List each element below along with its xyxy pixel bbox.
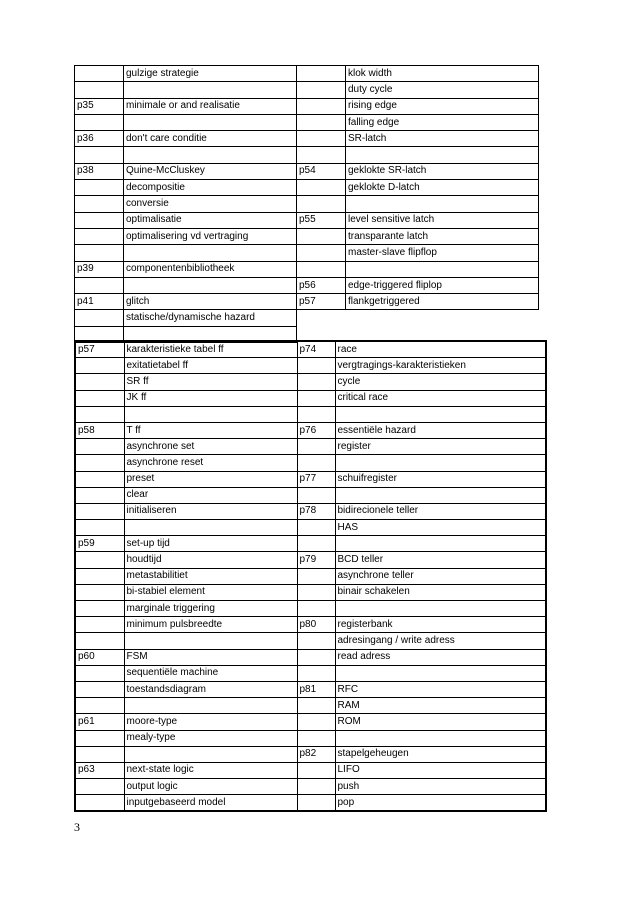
page-ref-cell: [75, 406, 124, 422]
table-row: [75, 779, 546, 795]
term-cell: schuifregister: [335, 471, 546, 487]
table-row: [75, 196, 539, 212]
page-ref-cell: p61: [75, 714, 124, 730]
term-cell: [124, 698, 297, 714]
term-cell: minimale or and realisatie: [124, 98, 297, 114]
page-ref-cell: [297, 66, 346, 82]
term-cell: SR ff: [124, 374, 297, 390]
page-ref-cell: p57: [75, 341, 124, 358]
term-cell: [124, 406, 297, 422]
table-row: [75, 212, 539, 228]
table-row: [75, 601, 546, 617]
term-cell: read adress: [335, 649, 546, 665]
index-table-bottom: [74, 340, 547, 812]
page-ref-cell: [297, 568, 335, 584]
table-row: [75, 487, 546, 503]
term-cell: transparante latch: [346, 228, 539, 244]
table-row: [75, 633, 546, 649]
page-ref-cell: [297, 779, 335, 795]
term-cell: flankgetriggered: [346, 294, 539, 310]
page-ref-cell: p57: [297, 294, 346, 310]
page-ref-cell: [297, 196, 346, 212]
term-cell: minimum pulsbreedte: [124, 617, 297, 633]
page-ref-cell: p58: [75, 422, 124, 438]
term-cell: SR-latch: [346, 131, 539, 147]
page-ref-cell: [75, 665, 124, 681]
term-cell: registerbank: [335, 617, 546, 633]
table-row: [75, 180, 539, 196]
term-cell: T ff: [124, 422, 297, 438]
term-cell: asynchrone reset: [124, 455, 297, 471]
term-cell: HAS: [335, 520, 546, 536]
term-cell: conversie: [124, 196, 297, 212]
page-ref-cell: [297, 261, 346, 277]
page-ref-cell: [75, 277, 124, 293]
page-ref-cell: [75, 698, 124, 714]
term-cell: [335, 730, 546, 746]
page-ref-cell: [75, 487, 124, 503]
page-ref-cell: [297, 374, 335, 390]
term-cell: toestandsdiagram: [124, 681, 297, 697]
term-cell: moore-type: [124, 714, 297, 730]
page-ref-cell: [297, 665, 335, 681]
table-row: [75, 228, 539, 244]
page-ref-cell: [75, 681, 124, 697]
term-cell: clear: [124, 487, 297, 503]
table-row: [75, 163, 539, 179]
page-ref-cell: [297, 584, 335, 600]
term-cell: geklokte D-latch: [346, 180, 539, 196]
page-ref-cell: [297, 245, 346, 261]
term-cell: register: [335, 439, 546, 455]
page-ref-cell: [75, 746, 124, 762]
term-cell: [335, 601, 546, 617]
page-ref-cell: [297, 439, 335, 455]
table-row: [75, 746, 546, 762]
term-cell: decompositie: [124, 180, 297, 196]
table-row: [75, 681, 546, 697]
page-ref-cell: [75, 730, 124, 746]
term-cell: [124, 245, 297, 261]
term-cell: pop: [335, 795, 546, 812]
term-cell: [124, 82, 297, 98]
term-cell: statische/dynamische hazard: [124, 310, 297, 326]
page-number: 3: [74, 820, 80, 834]
page-ref-cell: p79: [297, 552, 335, 568]
page-ref-cell: [297, 131, 346, 147]
page-ref-cell: [75, 358, 124, 374]
page-ref-cell: [75, 633, 124, 649]
table-row: [75, 471, 546, 487]
term-cell: cycle: [335, 374, 546, 390]
table-row: [75, 649, 546, 665]
term-cell: optimalisering vd vertraging: [124, 228, 297, 244]
term-cell: duty cycle: [346, 82, 539, 98]
table-row: [75, 714, 546, 730]
page-ref-cell: [297, 649, 335, 665]
term-cell: sequentiële machine: [124, 665, 297, 681]
page-ref-cell: p82: [297, 746, 335, 762]
page-ref-cell: [297, 228, 346, 244]
term-cell: LIFO: [335, 762, 546, 778]
term-cell: [124, 147, 297, 163]
page-ref-cell: [297, 520, 335, 536]
term-cell: componentenbibliotheek: [124, 261, 297, 277]
table-row: [75, 277, 539, 293]
page-ref-cell: [297, 633, 335, 649]
table-row: [75, 406, 546, 422]
page-ref-cell: [297, 536, 335, 552]
term-cell: ROM: [335, 714, 546, 730]
table-bottom-body: [75, 341, 546, 811]
page-ref-cell: [75, 568, 124, 584]
page-ref-cell: p56: [297, 277, 346, 293]
empty-cell: [297, 310, 539, 326]
page-ref-cell: p59: [75, 536, 124, 552]
term-cell: asynchrone teller: [335, 568, 546, 584]
term-cell: geklokte SR-latch: [346, 163, 539, 179]
page-ref-cell: [297, 180, 346, 196]
term-cell: mealy-type: [124, 730, 297, 746]
term-cell: rising edge: [346, 98, 539, 114]
table-row: [75, 82, 539, 98]
term-cell: push: [335, 779, 546, 795]
term-cell: [346, 261, 539, 277]
page-ref-cell: [297, 98, 346, 114]
page-ref-cell: p77: [297, 471, 335, 487]
page-ref-cell: [75, 503, 124, 519]
page-ref-cell: [75, 66, 124, 82]
page-ref-cell: [75, 617, 124, 633]
term-cell: [335, 406, 546, 422]
term-cell: [124, 746, 297, 762]
page-ref-cell: [75, 584, 124, 600]
page-ref-cell: [297, 358, 335, 374]
page-ref-cell: [75, 455, 124, 471]
table-row: [75, 503, 546, 519]
page-ref-cell: [75, 196, 124, 212]
term-cell: preset: [124, 471, 297, 487]
page-ref-cell: [297, 795, 335, 812]
term-cell: RFC: [335, 681, 546, 697]
term-cell: BCD teller: [335, 552, 546, 568]
table-row: [75, 698, 546, 714]
term-cell: [124, 633, 297, 649]
page-ref-cell: [297, 147, 346, 163]
term-cell: [346, 196, 539, 212]
term-cell: initialiseren: [124, 503, 297, 519]
table-row: [75, 455, 546, 471]
term-cell: master-slave flipflop: [346, 245, 539, 261]
table-row: [75, 294, 539, 310]
term-cell: [124, 520, 297, 536]
page-ref-cell: [75, 245, 124, 261]
term-cell: level sensitive latch: [346, 212, 539, 228]
term-cell: karakteristieke tabel ff: [124, 341, 297, 358]
page-ref-cell: [297, 730, 335, 746]
term-cell: [335, 665, 546, 681]
page-ref-cell: [75, 212, 124, 228]
term-cell: binair schakelen: [335, 584, 546, 600]
term-cell: don't care conditie: [124, 131, 297, 147]
term-cell: race: [335, 341, 546, 358]
page-ref-cell: [75, 180, 124, 196]
term-cell: [335, 455, 546, 471]
term-cell: FSM: [124, 649, 297, 665]
page-ref-cell: [297, 114, 346, 130]
term-cell: optimalisatie: [124, 212, 297, 228]
table-row: [75, 617, 546, 633]
page-ref-cell: p54: [297, 163, 346, 179]
table-row: [75, 114, 539, 130]
table-row: [75, 762, 546, 778]
table-row: [75, 568, 546, 584]
page-ref-cell: p35: [75, 98, 124, 114]
term-cell: output logic: [124, 779, 297, 795]
table-row: [75, 439, 546, 455]
term-cell: [335, 487, 546, 503]
page-ref-cell: p39: [75, 261, 124, 277]
term-cell: next-state logic: [124, 762, 297, 778]
page-ref-cell: p81: [297, 681, 335, 697]
page-ref-cell: p78: [297, 503, 335, 519]
term-cell: falling edge: [346, 114, 539, 130]
table-row: [75, 131, 539, 147]
term-cell: critical race: [335, 390, 546, 406]
table-top-body: [75, 66, 539, 343]
table-row: [75, 730, 546, 746]
table-row: [75, 147, 539, 163]
page-ref-cell: [297, 455, 335, 471]
page-ref-cell: [75, 82, 124, 98]
page-ref-cell: [75, 374, 124, 390]
page-ref-cell: [297, 601, 335, 617]
page-ref-cell: [75, 390, 124, 406]
page-ref-cell: [297, 390, 335, 406]
page-ref-cell: [297, 487, 335, 503]
term-cell: exitatietabel ff: [124, 358, 297, 374]
page-ref-cell: [75, 114, 124, 130]
term-cell: RAM: [335, 698, 546, 714]
term-cell: edge-triggered fliplop: [346, 277, 539, 293]
term-cell: gulzige strategie: [124, 66, 297, 82]
page-ref-cell: [75, 520, 124, 536]
term-cell: vergtragings-karakteristieken: [335, 358, 546, 374]
term-cell: [346, 147, 539, 163]
page-ref-cell: [75, 228, 124, 244]
page-ref-cell: [75, 779, 124, 795]
term-cell: Quine-McCluskey: [124, 163, 297, 179]
page-ref-cell: [75, 795, 124, 812]
page-ref-cell: p60: [75, 649, 124, 665]
term-cell: JK ff: [124, 390, 297, 406]
term-cell: [124, 114, 297, 130]
table-row: [75, 520, 546, 536]
table-row: [75, 552, 546, 568]
term-cell: houdtijd: [124, 552, 297, 568]
page-ref-cell: [297, 762, 335, 778]
index-table-top: [74, 65, 539, 343]
term-cell: klok width: [346, 66, 539, 82]
term-cell: stapelgeheugen: [335, 746, 546, 762]
page-ref-cell: [75, 310, 124, 326]
term-cell: [335, 536, 546, 552]
term-cell: asynchrone set: [124, 439, 297, 455]
page-ref-cell: p36: [75, 131, 124, 147]
page-ref-cell: p80: [297, 617, 335, 633]
page-ref-cell: [297, 698, 335, 714]
page-ref-cell: p41: [75, 294, 124, 310]
table-row: [75, 245, 539, 261]
term-cell: metastabilitiet: [124, 568, 297, 584]
page-ref-cell: p38: [75, 163, 124, 179]
term-cell: set-up tijd: [124, 536, 297, 552]
page-ref-cell: p63: [75, 762, 124, 778]
table-row: [75, 261, 539, 277]
table-row: [75, 795, 546, 812]
page-ref-cell: p74: [297, 341, 335, 358]
table-row: [75, 422, 546, 438]
page-ref-cell: [75, 552, 124, 568]
term-cell: glitch: [124, 294, 297, 310]
page-ref-cell: p55: [297, 212, 346, 228]
page-ref-cell: [75, 147, 124, 163]
term-cell: adresingang / write adress: [335, 633, 546, 649]
table-row: [75, 536, 546, 552]
page-ref-cell: p76: [297, 422, 335, 438]
table-row: [75, 665, 546, 681]
page-ref-cell: [297, 714, 335, 730]
page-ref-cell: [297, 406, 335, 422]
table-row: [75, 374, 546, 390]
term-cell: marginale triggering: [124, 601, 297, 617]
page-ref-cell: [75, 471, 124, 487]
table-row: [75, 341, 546, 358]
page-ref-cell: [297, 82, 346, 98]
page-ref-cell: [75, 601, 124, 617]
table-row: [75, 98, 539, 114]
table-row: [75, 66, 539, 82]
term-cell: [124, 277, 297, 293]
table-row: [75, 390, 546, 406]
term-cell: bi-stabiel element: [124, 584, 297, 600]
table-row: [75, 358, 546, 374]
table-row: [75, 584, 546, 600]
term-cell: inputgebaseerd model: [124, 795, 297, 812]
page-ref-cell: [75, 439, 124, 455]
table-row: [75, 310, 539, 326]
term-cell: essentiële hazard: [335, 422, 546, 438]
term-cell: bidirecionele teller: [335, 503, 546, 519]
